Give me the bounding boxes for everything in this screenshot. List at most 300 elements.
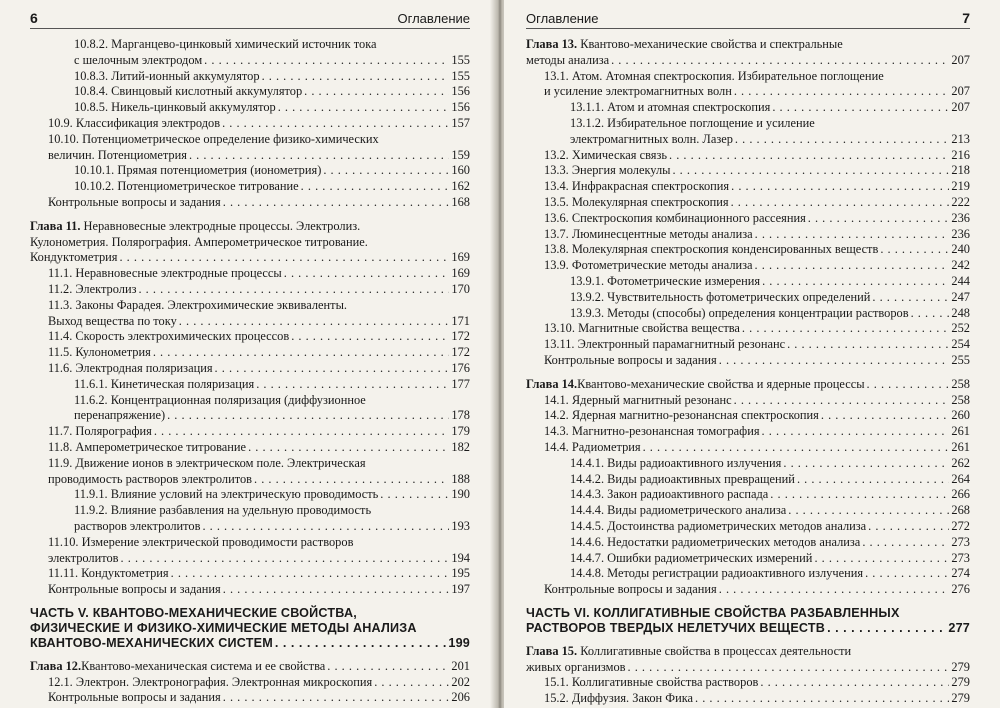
toc-entry[interactable]: [526, 116, 970, 148]
toc-entry[interactable]: [526, 472, 970, 488]
dot-leader: [762, 274, 949, 290]
toc-entry-line: [526, 660, 970, 676]
toc-entry[interactable]: [30, 116, 470, 132]
toc-entry-title: 13.1.1. Атом и атомная спектроскопия: [570, 100, 771, 115]
left-running-title: Оглавление: [397, 11, 470, 26]
dot-leader: [669, 148, 949, 164]
toc-page-number: 171: [451, 313, 470, 328]
toc-entry[interactable]: [30, 100, 470, 116]
toc-entry[interactable]: [526, 242, 970, 258]
dot-leader: [911, 306, 950, 322]
toc-page-number: 195: [451, 566, 470, 581]
toc-entry-title: Квантово-механическая система и ее свойства: [81, 658, 326, 673]
toc-entry-line: [544, 148, 970, 164]
toc-entry-line: [544, 84, 970, 100]
dot-leader: [772, 100, 949, 116]
toc-page-number: 261: [951, 439, 970, 454]
dot-leader: [867, 377, 950, 393]
toc-page-number: 273: [951, 550, 970, 565]
toc-entry[interactable]: [526, 519, 970, 535]
toc-entry[interactable]: [30, 195, 470, 211]
dot-leader: [167, 408, 449, 424]
toc-entry-title: 11.7. Полярография: [48, 424, 152, 439]
toc-entry[interactable]: [526, 456, 970, 472]
dot-leader: [215, 361, 450, 377]
toc-entry[interactable]: [30, 440, 470, 456]
toc-entry-line: [74, 503, 470, 519]
toc-page-number: 247: [951, 289, 970, 304]
dot-leader: [304, 84, 449, 100]
toc-entry-line: [570, 503, 970, 519]
toc-entry-title: 14.4. Радиометрия: [544, 439, 641, 454]
toc-entry-title: 11.10. Измерение электрической проводимости растворов: [48, 534, 354, 549]
toc-entry[interactable]: [30, 456, 470, 488]
toc-entry-line: [30, 219, 470, 235]
dot-leader: [731, 195, 950, 211]
toc-page-number: 207: [951, 84, 970, 99]
toc-entry[interactable]: [30, 361, 470, 377]
toc-page-number: 248: [951, 305, 970, 320]
toc-entry-line: [74, 179, 470, 195]
toc-entry-title: РАСТВОРОВ ТВЕРДЫХ НЕЛЕТУЧИХ ВЕЩЕСТВ: [526, 620, 826, 635]
dot-leader: [374, 675, 449, 691]
toc-chapter-entry[interactable]: [526, 377, 970, 393]
toc-page-number: 172: [451, 345, 470, 360]
toc-entry[interactable]: [526, 582, 970, 598]
toc-page-number: 194: [451, 550, 470, 565]
toc-entry-title: 11.8. Амперометрическое титрование: [48, 439, 247, 454]
toc-entry-line: [48, 329, 470, 345]
toc-entry-line: [48, 690, 470, 706]
toc-entry[interactable]: [526, 258, 970, 274]
toc-entry-title: перенапряжение): [74, 408, 166, 423]
toc-entry[interactable]: [30, 266, 470, 282]
toc-entry[interactable]: [30, 503, 470, 535]
toc-entry-line: [74, 84, 470, 100]
toc-entry[interactable]: [30, 163, 470, 179]
toc-entry[interactable]: [30, 179, 470, 195]
section-gap: [526, 369, 970, 377]
toc-entry[interactable]: [526, 274, 970, 290]
toc-entry-line: [544, 675, 970, 691]
toc-entry[interactable]: [30, 37, 470, 69]
toc-entry-line: [30, 606, 470, 621]
toc-entry-line: [544, 163, 970, 179]
toc-entry-title: 14.4.1. Виды радиоактивного излучения: [570, 455, 782, 470]
toc-entry-line: [48, 266, 470, 282]
dot-leader: [719, 582, 950, 598]
toc-entry-line: [544, 227, 970, 243]
section-gap: [30, 211, 470, 219]
toc-page-number: 240: [951, 242, 970, 257]
toc-page-number: 170: [451, 281, 470, 296]
toc-entry[interactable]: [30, 566, 470, 582]
toc-entry-title: Квантово-механические свойства и ядерные процессы: [577, 376, 865, 391]
toc-page-number: 266: [951, 487, 970, 502]
toc-entry[interactable]: [526, 551, 970, 567]
toc-entry[interactable]: [526, 408, 970, 424]
toc-entry-title: 10.10. Потенциометрическое определение физико-химических: [48, 131, 379, 146]
toc-page-number: 274: [951, 566, 970, 581]
toc-entry-title: 10.9. Классификация электродов: [48, 115, 221, 130]
toc-entry-title: 13.5. Молекулярная спектроскопия: [544, 194, 729, 209]
section-gap: [526, 636, 970, 644]
toc-entry-title: 10.8.2. Марганцево-цинковый химический источник тока: [74, 37, 377, 51]
toc-entry-line: [48, 282, 470, 298]
toc-page-number: 178: [451, 408, 470, 423]
toc-page-number: 277: [948, 620, 970, 635]
toc-entry-title: электромагнитных волн. Лазер: [570, 131, 733, 146]
dot-leader: [301, 179, 450, 195]
section-gap: [526, 598, 970, 606]
toc-entry[interactable]: [30, 393, 470, 425]
toc-entry-title: 12.1. Электрон. Электронография. Электронная микроскопия: [48, 674, 373, 689]
dot-leader: [788, 503, 949, 519]
toc-entry[interactable]: [526, 503, 970, 519]
toc-entry-title: величин. Потенциометрия: [48, 147, 187, 162]
toc-entry-title: 13.3. Энергия молекулы: [544, 163, 671, 178]
toc-entry-line: [30, 250, 470, 266]
toc-entry-line: [544, 408, 970, 424]
toc-page-number: 188: [451, 471, 470, 486]
toc-entry-title: 11.1. Неравновесные электродные процессы: [48, 266, 282, 281]
toc-entry-title: 11.3. Законы Фарадея. Электрохимические эквиваленты.: [48, 297, 348, 312]
toc-page-number: 242: [951, 258, 970, 273]
toc-entry-line: [544, 337, 970, 353]
toc-entry-title: 13.11. Электронный парамагнитный резонанс: [544, 337, 786, 352]
toc-entry-line: [544, 582, 970, 598]
toc-entry[interactable]: [526, 195, 970, 211]
dot-leader: [797, 472, 949, 488]
toc-entry-line: [570, 519, 970, 535]
toc-page-number: 176: [451, 360, 470, 375]
dot-leader: [256, 377, 449, 393]
toc-page-number: 156: [451, 84, 470, 99]
toc-entry-line: [570, 132, 970, 148]
toc-entry-title: 10.10.1. Прямая потенциометрия (ионометрия): [74, 163, 322, 178]
toc-entry-line: [74, 69, 470, 85]
toc-entry[interactable]: [526, 306, 970, 322]
dot-leader: [719, 353, 950, 369]
toc-page-number: 273: [951, 534, 970, 549]
toc-part-heading[interactable]: [30, 606, 470, 651]
toc-page-number: 236: [951, 226, 970, 241]
toc-page-number: 193: [451, 518, 470, 533]
dot-leader: [762, 424, 950, 440]
dot-leader: [254, 472, 449, 488]
toc-entry-line: [526, 606, 970, 621]
toc-entry-line: [48, 424, 470, 440]
toc-chapter-entry[interactable]: [30, 219, 470, 266]
toc-entry-line: [30, 235, 470, 251]
dot-leader: [787, 337, 949, 353]
toc-entry-title: электролитов: [48, 550, 119, 565]
toc-entry-title: 11.11. Кондуктометрия: [48, 566, 169, 581]
dot-leader: [643, 440, 950, 456]
toc-entry-line: [544, 424, 970, 440]
toc-entry[interactable]: [526, 148, 970, 164]
dot-leader: [872, 290, 949, 306]
dot-leader: [734, 393, 950, 409]
toc-page-number: 157: [451, 115, 470, 130]
toc-entry-title: живых организмов: [526, 659, 626, 674]
toc-page-number: 222: [951, 194, 970, 209]
toc-page-number: 169: [451, 266, 470, 281]
left-page: [0, 0, 496, 708]
dot-leader: [611, 53, 949, 69]
toc-entry[interactable]: [30, 690, 470, 706]
right-toc: [526, 37, 970, 707]
toc-page-number: 168: [451, 194, 470, 209]
dot-leader: [119, 250, 449, 266]
toc-page-number: 252: [951, 321, 970, 336]
toc-entry-title: 14.4.8. Методы регистрации радиоактивного излучения: [570, 566, 864, 581]
dot-leader: [248, 440, 449, 456]
right-running-title: Оглавление: [526, 11, 599, 26]
toc-entry-line: [74, 37, 470, 53]
toc-entry-line: [544, 353, 970, 369]
right-page: [504, 0, 1000, 708]
toc-entry[interactable]: [526, 337, 970, 353]
toc-entry-title: 14.4.6. Недостатки радиометрических методов анализа: [570, 534, 861, 549]
toc-entry-title: 13.9. Фотометрические методы анализа: [544, 258, 753, 273]
dot-leader: [179, 314, 450, 330]
left-running-head: [30, 0, 470, 29]
toc-page-number: 155: [451, 68, 470, 83]
toc-entry[interactable]: [526, 211, 970, 227]
toc-entry[interactable]: [526, 393, 970, 409]
toc-entry-title: 13.9.3. Методы (способы) определения концентрации растворов: [570, 305, 909, 320]
toc-entry[interactable]: [526, 440, 970, 456]
toc-entry[interactable]: [30, 345, 470, 361]
toc-entry-title: 14.4.3. Закон радиоактивного распада: [570, 487, 769, 502]
toc-entry-line: [48, 298, 470, 314]
toc-entry-title: 13.1. Атом. Атомная спектроскопия. Избирательное поглощение: [544, 68, 884, 83]
toc-entry-line: [48, 582, 470, 598]
toc-entry-title: 15.1. Коллигативные свойства растворов: [544, 675, 759, 690]
toc-entry[interactable]: [526, 353, 970, 369]
dot-leader: [735, 132, 949, 148]
toc-entry-line: [48, 195, 470, 211]
toc-entry-title: 14.4.5. Достоинства радиометрических методов анализа: [570, 518, 867, 533]
dot-leader: [138, 282, 449, 298]
toc-entry[interactable]: [526, 566, 970, 582]
toc-entry-title: растворов электролитов: [74, 518, 201, 533]
toc-entry-title: 11.6. Электродная поляризация: [48, 360, 213, 375]
toc-entry-line: [526, 377, 970, 393]
toc-entry[interactable]: [30, 424, 470, 440]
toc-entry-title: 10.8.3. Литий-ионный аккумулятор: [74, 68, 260, 83]
toc-chapter-entry[interactable]: [30, 659, 470, 675]
toc-entry-title: КВАНТОВО-МЕХАНИЧЕСКИХ СИСТЕМ: [30, 635, 273, 650]
toc-entry-title: 13.7. Люминесцентные методы анализа: [544, 226, 753, 241]
toc-page-number: 216: [951, 147, 970, 162]
toc-entry-title: проводимость растворов электролитов: [48, 471, 253, 486]
toc-entry[interactable]: [30, 298, 470, 330]
toc-page-number: 262: [951, 455, 970, 470]
toc-entry[interactable]: [526, 424, 970, 440]
chapter-label: Глава 12.: [30, 658, 82, 673]
toc-page-number: 179: [451, 424, 470, 439]
dot-leader: [154, 424, 450, 440]
toc-entry[interactable]: [30, 487, 470, 503]
toc-entry-line: [74, 393, 470, 409]
toc-entry-title: 13.6. Спектроскопия комбинационного рассеяния: [544, 210, 806, 225]
toc-entry-line: [48, 361, 470, 377]
section-gap: [30, 598, 470, 606]
toc-entry[interactable]: [526, 100, 970, 116]
toc-entry-line: [48, 132, 470, 148]
toc-entry-title: Квантово-механические свойства и спектральные: [580, 37, 843, 51]
toc-entry-title: 14.2. Ядерная магнитно-резонансная спектроскопия: [544, 408, 819, 423]
toc-entry-title: 11.6.1. Кинетическая поляризация: [74, 376, 255, 391]
dot-leader: [770, 487, 949, 503]
toc-entry-title: Контрольные вопросы и задания: [544, 582, 717, 597]
toc-entry[interactable]: [30, 582, 470, 598]
toc-entry[interactable]: [526, 179, 970, 195]
toc-entry-line: [48, 535, 470, 551]
toc-entry[interactable]: [526, 691, 970, 707]
toc-entry-title: 13.9.1. Фотометрические измерения: [570, 273, 761, 288]
toc-chapter-entry[interactable]: [526, 644, 970, 676]
toc-entry[interactable]: [526, 321, 970, 337]
toc-entry-line: [570, 100, 970, 116]
toc-entry-line: [48, 675, 470, 691]
dot-leader: [880, 242, 949, 258]
dot-leader: [868, 519, 949, 535]
toc-page-number: 272: [951, 518, 970, 533]
dot-leader: [731, 179, 949, 195]
toc-entry-line: [570, 551, 970, 567]
toc-entry-title: и усиление электромагнитных волн: [544, 84, 732, 99]
toc-entry-title: 11.9.1. Влияние условий на электрическую проводимость: [74, 487, 379, 502]
toc-chapter-entry[interactable]: [526, 37, 970, 69]
right-page-number: 7: [962, 10, 970, 26]
toc-entry-title: Коллигативные свойства в процессах деятельности: [580, 643, 852, 658]
toc-entry-title: 15.2. Диффузия. Закон Фика: [544, 691, 694, 706]
toc-entry-line: [526, 621, 970, 636]
toc-entry-line: [48, 472, 470, 488]
toc-entry-line: [74, 377, 470, 393]
toc-entry-line: [570, 290, 970, 306]
toc-page-number: 160: [451, 163, 470, 178]
toc-entry[interactable]: [30, 132, 470, 164]
toc-entry[interactable]: [30, 535, 470, 567]
toc-page-number: 236: [951, 210, 970, 225]
toc-entry[interactable]: [30, 84, 470, 100]
toc-entry[interactable]: [526, 487, 970, 503]
toc-entry-line: [48, 551, 470, 567]
toc-entry-line: [544, 440, 970, 456]
dot-leader: [695, 691, 949, 707]
toc-page-number: 207: [951, 100, 970, 115]
toc-entry-title: Кулонометрия. Полярография. Амперометрическое титрование.: [30, 234, 368, 249]
toc-entry-title: 14.4.7. Ошибки радиометрических измерений: [570, 550, 813, 565]
toc-entry-title: 11.4. Скорость электрохимических процессов: [48, 329, 290, 344]
toc-entry-line: [526, 644, 970, 660]
toc-entry-line: [544, 179, 970, 195]
dot-leader: [327, 659, 449, 675]
toc-entry-title: 10.10.2. Потенциометрическое титрование: [74, 179, 299, 194]
dot-leader: [153, 345, 450, 361]
toc-entry-title: 13.2. Химическая связь: [544, 147, 668, 162]
toc-entry-line: [570, 116, 970, 132]
toc-page-number: 279: [951, 691, 970, 706]
toc-page-number: 156: [451, 100, 470, 115]
toc-entry-line: [544, 321, 970, 337]
dot-leader: [760, 675, 949, 691]
toc-entry-line: [570, 472, 970, 488]
toc-entry-title: 10.8.4. Свинцовый кислотный аккумулятор: [74, 84, 303, 99]
dot-leader: [755, 258, 950, 274]
toc-page-number: 169: [451, 250, 470, 265]
toc-entry-title: Кондуктометрия: [30, 250, 118, 265]
toc-entry[interactable]: [30, 282, 470, 298]
toc-entry-line: [30, 636, 470, 651]
dot-leader: [380, 487, 449, 503]
dot-leader: [808, 211, 950, 227]
toc-entry[interactable]: [526, 675, 970, 691]
toc-entry-title: 13.10. Магнитные свойства вещества: [544, 321, 740, 336]
dot-leader: [204, 53, 449, 69]
toc-page-number: 201: [451, 658, 470, 673]
toc-page-number: 264: [951, 471, 970, 486]
toc-entry-line: [570, 456, 970, 472]
toc-entry[interactable]: [30, 329, 470, 345]
toc-entry[interactable]: [526, 69, 970, 101]
toc-entry-line: [570, 274, 970, 290]
toc-entry-title: 13.8. Молекулярная спектроскопия конденсированных веществ: [544, 242, 879, 257]
toc-entry[interactable]: [30, 675, 470, 691]
toc-entry[interactable]: [526, 227, 970, 243]
toc-page-number: 255: [951, 352, 970, 367]
toc-part-heading[interactable]: [526, 606, 970, 636]
toc-page-number: 218: [951, 163, 970, 178]
toc-entry-title: 11.6.2. Концентрационная поляризация (диффузионное: [74, 392, 366, 407]
dot-leader: [814, 551, 949, 567]
toc-entry[interactable]: [30, 377, 470, 393]
dot-leader: [862, 535, 949, 551]
toc-page-number: 177: [451, 376, 470, 391]
toc-entry[interactable]: [526, 163, 970, 179]
toc-entry[interactable]: [526, 290, 970, 306]
toc-page-number: 159: [451, 147, 470, 162]
toc-entry-line: [74, 163, 470, 179]
toc-entry-title: 14.1. Ядерный магнитный резонанс: [544, 392, 732, 407]
toc-entry-line: [544, 242, 970, 258]
toc-entry-title: 13.9.2. Чувствительность фотометрических определений: [570, 289, 871, 304]
toc-entry-line: [570, 306, 970, 322]
toc-page-number: 261: [951, 424, 970, 439]
toc-entry[interactable]: [526, 535, 970, 551]
toc-page-number: 199: [448, 635, 470, 650]
toc-entry-line: [544, 393, 970, 409]
toc-entry-line: [74, 519, 470, 535]
toc-entry-title: Контрольные вопросы и задания: [48, 690, 221, 705]
chapter-label: Глава 11.: [30, 218, 81, 233]
toc-page-number: 182: [451, 439, 470, 454]
toc-entry-title: 13.1.2. Избирательное поглощение и усиление: [570, 115, 815, 130]
toc-entry-line: [526, 37, 970, 53]
toc-entry[interactable]: [30, 69, 470, 85]
left-toc: [30, 37, 470, 706]
dot-leader: [291, 329, 449, 345]
toc-entry-line: [48, 456, 470, 472]
toc-entry-line: [74, 408, 470, 424]
toc-entry-line: [48, 116, 470, 132]
toc-page-number: 162: [451, 179, 470, 194]
toc-entry-title: Контрольные вопросы и задания: [48, 194, 221, 209]
